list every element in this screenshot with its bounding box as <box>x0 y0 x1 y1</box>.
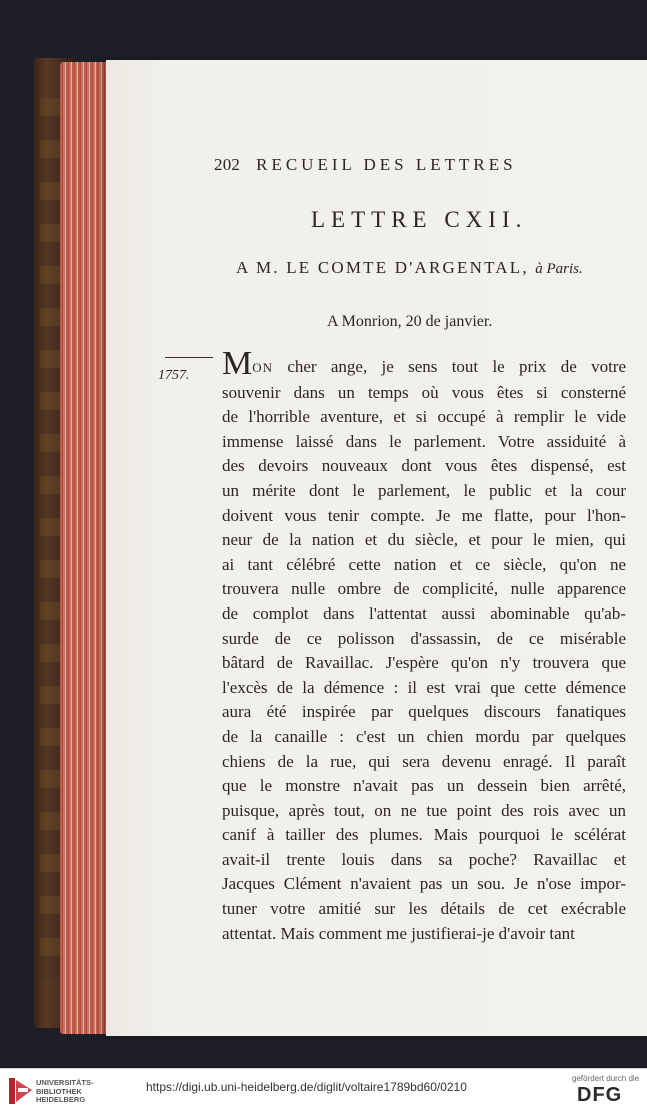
margin-rule <box>165 357 213 358</box>
body-line-text: souvenir dans un temps où vous êtes si consterné <box>222 382 626 402</box>
body-line <box>222 479 626 504</box>
body-line-text: de la canaille : c'est un chien mordu par quelques <box>222 726 626 746</box>
body-line <box>222 651 626 676</box>
body-line <box>222 405 626 430</box>
body-line <box>222 725 626 750</box>
body-line-text: que le monstre n'avait pas un dessein bien arrêté, <box>222 776 626 796</box>
body-line <box>222 922 626 947</box>
body-line-text: Jacques Clément n'avaient pas un sou. Je n'ose impor- <box>222 874 626 894</box>
body-line <box>222 430 626 455</box>
body-line-text: neur de la nation et du siècle, et pour le mien, qui <box>222 530 626 550</box>
body-line <box>222 848 626 873</box>
body-line-text: tuner votre amitié sur les détails de cet exécrable <box>222 899 626 919</box>
body-line <box>222 602 626 627</box>
library-name: UNIVERSITÄTS- BIBLIOTHEK HEIDELBERG <box>36 1078 94 1104</box>
body-line <box>222 897 626 922</box>
body-line-text: aura été inspirée par quelques discours fanatiques <box>222 702 626 722</box>
page-number: 202 <box>214 155 241 174</box>
letter-dateline: A Monrion, 20 de janvier. <box>327 313 493 330</box>
body-line-text: un mérite dont le parlement, le public et la cour <box>222 480 626 500</box>
first-word-smallcaps: ON <box>252 360 274 375</box>
body-line <box>222 774 626 799</box>
body-line-text: ai tant célébré cette nation et ce siècle, qu'on ne <box>222 554 626 574</box>
body-line-text: attentat. Mais comment me justifierai-je d'avoir tant <box>222 923 575 943</box>
body-line <box>222 345 626 382</box>
body-line-text: de l'horrible aventure, et si occupé à remplir le vide <box>222 407 626 427</box>
body-line <box>222 454 626 479</box>
body-line-text: bâtard de Ravaillac. J'espère qu'on n'y trouvera que <box>222 653 626 673</box>
drop-cap: M <box>222 345 253 382</box>
source-url-link[interactable]: https://digi.ub.uni-heidelberg.de/diglit/voltaire1789bd60/0210 <box>146 1080 467 1094</box>
letter-title: LETTRE CXII. <box>311 207 528 232</box>
dfg-logo: DFG <box>577 1084 623 1106</box>
body-line <box>222 381 626 406</box>
body-line-text: surde de ce polisson d'assassin, de ce misérable <box>222 628 626 648</box>
body-line-text: puisque, après tout, on ne tue point des rois avec un <box>222 800 626 820</box>
body-line <box>222 577 626 602</box>
running-header <box>214 155 517 175</box>
body-line <box>222 799 626 824</box>
running-title: RECUEIL DES LETTRES <box>256 155 517 174</box>
body-line <box>222 553 626 578</box>
body-line-text: trouvera nulle ombre de complicité, nulle apparence <box>222 579 626 599</box>
body-line <box>222 504 626 529</box>
letter-address <box>236 258 583 278</box>
body-line-text: avait-il trente louis dans sa poche? Ravaillac et <box>222 849 626 869</box>
body-line-text: cher ange, je sens tout le prix de votre <box>273 357 626 376</box>
body-line-text: des devoirs nouveaux dont vous êtes dispensé, est <box>222 456 626 476</box>
body-line <box>222 676 626 701</box>
body-line <box>222 627 626 652</box>
body-line <box>222 750 626 775</box>
address-place: à Paris. <box>535 261 583 277</box>
red-page-edges <box>60 62 112 1034</box>
funded-by-label: gefördert durch die <box>572 1074 640 1083</box>
letter-body <box>222 345 626 946</box>
address-recipient: A M. LE COMTE D'ARGENTAL, <box>236 258 529 277</box>
body-line <box>222 823 626 848</box>
body-line-text: de complot dans l'attentat aussi abominable qu'ab- <box>222 603 626 623</box>
body-line-text: chiens de la rue, qui sera devenu enragé. Il paraît <box>222 751 626 771</box>
university-logo-icon <box>8 1076 34 1106</box>
body-line-text: immense laissé dans le parlement. Votre assiduité à <box>222 431 626 451</box>
margin-year: 1757. <box>158 368 190 383</box>
body-line <box>222 528 626 553</box>
body-line-text: doivent vous tenir compte. Je me flatte, pour l'hon- <box>222 505 626 525</box>
body-line-text: l'excès de la démence : il est vrai que cette démence <box>222 677 626 697</box>
body-line <box>222 700 626 725</box>
body-line-text: canif à tailler des plumes. Mais pourquoi le scélérat <box>222 825 626 845</box>
body-line <box>222 872 626 897</box>
